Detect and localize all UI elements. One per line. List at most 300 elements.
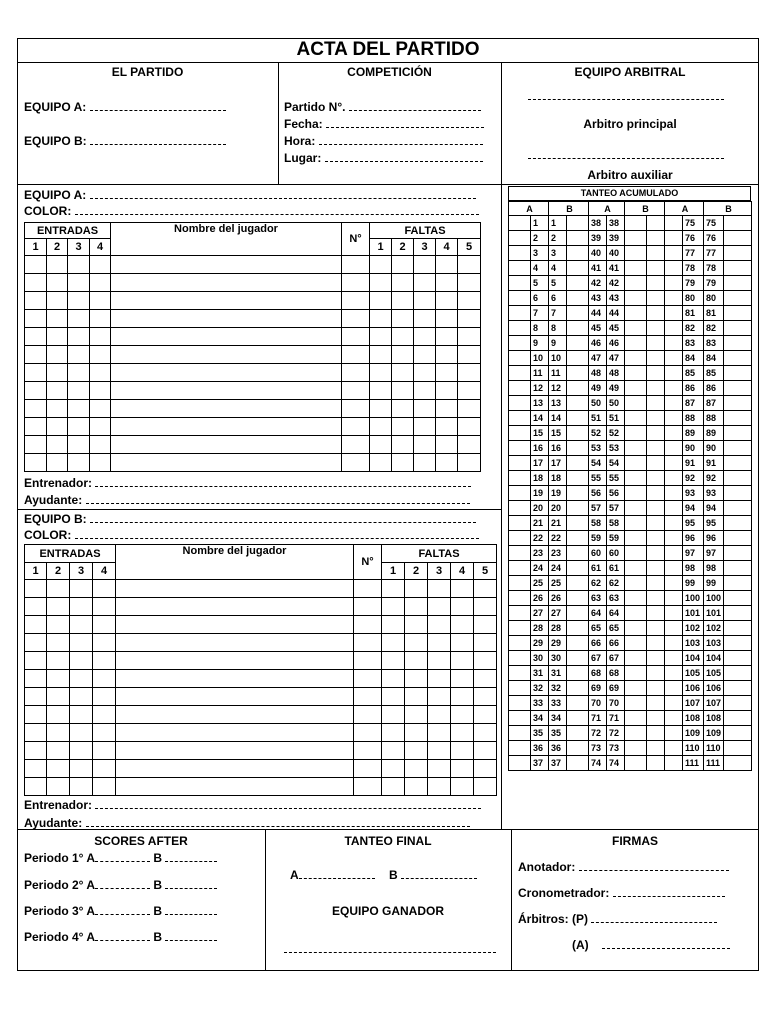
- player-cell[interactable]: [47, 634, 70, 652]
- tanteo-number[interactable]: 4: [549, 261, 567, 276]
- tanteo-number[interactable]: 17: [531, 456, 549, 471]
- tanteo-mark-cell[interactable]: [509, 216, 531, 231]
- player-cell[interactable]: [428, 652, 451, 670]
- player-cell[interactable]: [342, 346, 370, 364]
- player-cell[interactable]: [428, 778, 451, 796]
- player-cell[interactable]: [405, 652, 428, 670]
- player-cell[interactable]: [116, 688, 354, 706]
- tanteo-mark-cell[interactable]: [665, 621, 683, 636]
- tanteo-mark-cell[interactable]: [665, 666, 683, 681]
- player-cell[interactable]: [370, 364, 392, 382]
- tanteo-mark-cell[interactable]: [625, 381, 647, 396]
- auxiliar-signature-line[interactable]: [528, 158, 724, 159]
- tanteo-number[interactable]: 32: [531, 681, 549, 696]
- player-cell[interactable]: [414, 382, 436, 400]
- tanteo-number[interactable]: 94: [704, 501, 724, 516]
- player-cell[interactable]: [47, 598, 70, 616]
- player-cell[interactable]: [116, 670, 354, 688]
- tanteo-mark-cell[interactable]: [625, 606, 647, 621]
- tanteo-number[interactable]: 106: [683, 681, 704, 696]
- tanteo-number[interactable]: 36: [549, 741, 567, 756]
- player-cell[interactable]: [370, 292, 392, 310]
- tanteo-mark-cell[interactable]: [509, 321, 531, 336]
- player-cell[interactable]: [342, 274, 370, 292]
- player-cell[interactable]: [392, 418, 414, 436]
- tanteo-number[interactable]: 7: [531, 306, 549, 321]
- player-cell[interactable]: [70, 760, 93, 778]
- player-cell[interactable]: [458, 400, 481, 418]
- tanteo-number[interactable]: 82: [704, 321, 724, 336]
- tanteo-number[interactable]: 68: [607, 666, 625, 681]
- tanteo-mark-cell[interactable]: [665, 576, 683, 591]
- player-cell[interactable]: [436, 256, 458, 274]
- tanteo-mark-cell[interactable]: [665, 456, 683, 471]
- player-row[interactable]: [25, 652, 497, 670]
- team-b-ayudante[interactable]: Ayudante:: [24, 816, 470, 830]
- tanteo-mark-cell[interactable]: [509, 726, 531, 741]
- tanteo-mark-cell[interactable]: [567, 216, 589, 231]
- player-cell[interactable]: [414, 292, 436, 310]
- player-cell[interactable]: [70, 670, 93, 688]
- player-cell[interactable]: [458, 256, 481, 274]
- tanteo-mark-cell[interactable]: [724, 231, 752, 246]
- player-cell[interactable]: [354, 652, 382, 670]
- tanteo-number[interactable]: 97: [704, 546, 724, 561]
- tanteo-mark-cell[interactable]: [665, 231, 683, 246]
- player-cell[interactable]: [47, 670, 70, 688]
- ganador-line[interactable]: [284, 952, 496, 953]
- tanteo-number[interactable]: 32: [549, 681, 567, 696]
- tanteo-number[interactable]: 12: [549, 381, 567, 396]
- tanteo-mark-cell[interactable]: [724, 651, 752, 666]
- player-cell[interactable]: [354, 634, 382, 652]
- player-cell[interactable]: [68, 418, 90, 436]
- tanteo-number[interactable]: 85: [683, 366, 704, 381]
- player-cell[interactable]: [458, 292, 481, 310]
- player-cell[interactable]: [25, 256, 47, 274]
- player-cell[interactable]: [93, 706, 116, 724]
- player-cell[interactable]: [458, 454, 481, 472]
- player-cell[interactable]: [342, 364, 370, 382]
- player-row[interactable]: [25, 760, 497, 778]
- tanteo-mark-cell[interactable]: [724, 321, 752, 336]
- tanteo-mark-cell[interactable]: [567, 426, 589, 441]
- lugar-field[interactable]: Lugar:: [284, 151, 483, 165]
- arbitro-a-field[interactable]: (A): [572, 938, 730, 952]
- tanteo-mark-cell[interactable]: [724, 636, 752, 651]
- player-cell[interactable]: [354, 724, 382, 742]
- tanteo-number[interactable]: 5: [549, 276, 567, 291]
- tanteo-number[interactable]: 40: [607, 246, 625, 261]
- player-cell[interactable]: [382, 634, 405, 652]
- tanteo-number[interactable]: 11: [549, 366, 567, 381]
- player-cell[interactable]: [414, 418, 436, 436]
- tanteo-mark-cell[interactable]: [509, 711, 531, 726]
- tanteo-number[interactable]: 2: [531, 231, 549, 246]
- tanteo-number[interactable]: 103: [683, 636, 704, 651]
- tanteo-number[interactable]: 38: [589, 216, 607, 231]
- tanteo-mark-cell[interactable]: [724, 726, 752, 741]
- player-row[interactable]: [25, 670, 497, 688]
- team-a-entrenador[interactable]: Entrenador:: [24, 476, 471, 490]
- team-b-color[interactable]: COLOR:: [24, 528, 479, 542]
- tanteo-number[interactable]: 35: [531, 726, 549, 741]
- tanteo-number[interactable]: 55: [589, 471, 607, 486]
- player-cell[interactable]: [414, 274, 436, 292]
- tanteo-number[interactable]: 7: [549, 306, 567, 321]
- tanteo-number[interactable]: 96: [683, 531, 704, 546]
- player-cell[interactable]: [436, 346, 458, 364]
- player-cell[interactable]: [25, 760, 47, 778]
- tanteo-mark-cell[interactable]: [625, 486, 647, 501]
- tanteo-number[interactable]: 73: [589, 741, 607, 756]
- tanteo-number[interactable]: 70: [607, 696, 625, 711]
- player-cell[interactable]: [93, 724, 116, 742]
- player-cell[interactable]: [354, 706, 382, 724]
- player-cell[interactable]: [47, 706, 70, 724]
- player-cell[interactable]: [25, 670, 47, 688]
- tanteo-mark-cell[interactable]: [724, 591, 752, 606]
- tanteo-mark-cell[interactable]: [665, 426, 683, 441]
- tanteo-mark-cell[interactable]: [509, 681, 531, 696]
- player-cell[interactable]: [370, 346, 392, 364]
- tanteo-number[interactable]: 44: [607, 306, 625, 321]
- tanteo-mark-cell[interactable]: [567, 546, 589, 561]
- player-cell[interactable]: [474, 670, 497, 688]
- tanteo-mark-cell[interactable]: [724, 486, 752, 501]
- tanteo-number[interactable]: 109: [704, 726, 724, 741]
- player-cell[interactable]: [414, 328, 436, 346]
- tanteo-mark-cell[interactable]: [625, 441, 647, 456]
- tanteo-mark-cell[interactable]: [625, 231, 647, 246]
- player-cell[interactable]: [25, 346, 47, 364]
- player-cell[interactable]: [451, 724, 474, 742]
- player-cell[interactable]: [428, 688, 451, 706]
- player-cell[interactable]: [111, 274, 342, 292]
- player-cell[interactable]: [474, 652, 497, 670]
- player-row[interactable]: [25, 634, 497, 652]
- team-a-equipo[interactable]: EQUIPO A:: [24, 188, 476, 202]
- tanteo-mark-cell[interactable]: [724, 666, 752, 681]
- player-cell[interactable]: [451, 580, 474, 598]
- tanteo-number[interactable]: 95: [704, 516, 724, 531]
- tanteo-number[interactable]: 36: [531, 741, 549, 756]
- tanteo-number[interactable]: 18: [531, 471, 549, 486]
- player-cell[interactable]: [25, 328, 47, 346]
- tanteo-mark-cell[interactable]: [567, 321, 589, 336]
- tanteo-mark-cell[interactable]: [665, 516, 683, 531]
- tanteo-mark-cell[interactable]: [509, 576, 531, 591]
- tanteo-number[interactable]: 93: [683, 486, 704, 501]
- player-cell[interactable]: [451, 616, 474, 634]
- player-cell[interactable]: [68, 256, 90, 274]
- tanteo-mark-cell[interactable]: [567, 441, 589, 456]
- player-cell[interactable]: [47, 778, 70, 796]
- tanteo-number[interactable]: 102: [683, 621, 704, 636]
- tanteo-number[interactable]: 28: [549, 621, 567, 636]
- tanteo-mark-cell[interactable]: [567, 231, 589, 246]
- tanteo-mark-cell[interactable]: [647, 366, 665, 381]
- player-cell[interactable]: [370, 436, 392, 454]
- player-cell[interactable]: [25, 418, 47, 436]
- tanteo-mark-cell[interactable]: [509, 756, 531, 771]
- player-cell[interactable]: [25, 598, 47, 616]
- player-cell[interactable]: [474, 580, 497, 598]
- player-cell[interactable]: [405, 760, 428, 778]
- tanteo-mark-cell[interactable]: [665, 291, 683, 306]
- player-cell[interactable]: [451, 598, 474, 616]
- tanteo-number[interactable]: 100: [704, 591, 724, 606]
- tanteo-mark-cell[interactable]: [665, 546, 683, 561]
- tanteo-mark-cell[interactable]: [665, 306, 683, 321]
- tanteo-mark-cell[interactable]: [625, 261, 647, 276]
- player-cell[interactable]: [428, 706, 451, 724]
- tanteo-mark-cell[interactable]: [647, 591, 665, 606]
- tanteo-mark-cell[interactable]: [567, 276, 589, 291]
- player-cell[interactable]: [414, 436, 436, 454]
- player-cell[interactable]: [382, 778, 405, 796]
- tanteo-number[interactable]: 3: [531, 246, 549, 261]
- tanteo-number[interactable]: 16: [549, 441, 567, 456]
- tanteo-number[interactable]: 54: [607, 456, 625, 471]
- tanteo-number[interactable]: 98: [683, 561, 704, 576]
- player-cell[interactable]: [111, 256, 342, 274]
- tanteo-number[interactable]: 28: [531, 621, 549, 636]
- player-cell[interactable]: [458, 364, 481, 382]
- tanteo-number[interactable]: 38: [607, 216, 625, 231]
- tanteo-mark-cell[interactable]: [567, 396, 589, 411]
- tanteo-number[interactable]: 17: [549, 456, 567, 471]
- player-cell[interactable]: [382, 724, 405, 742]
- tanteo-number[interactable]: 16: [531, 441, 549, 456]
- tanteo-number[interactable]: 76: [704, 231, 724, 246]
- tanteo-mark-cell[interactable]: [665, 351, 683, 366]
- tanteo-number[interactable]: 49: [607, 381, 625, 396]
- tanteo-number[interactable]: 101: [704, 606, 724, 621]
- tanteo-mark-cell[interactable]: [665, 396, 683, 411]
- tanteo-number[interactable]: 95: [683, 516, 704, 531]
- tanteo-mark-cell[interactable]: [625, 741, 647, 756]
- tanteo-mark-cell[interactable]: [665, 681, 683, 696]
- player-cell[interactable]: [47, 328, 68, 346]
- player-cell[interactable]: [436, 274, 458, 292]
- tanteo-number[interactable]: 29: [549, 636, 567, 651]
- tanteo-number[interactable]: 13: [531, 396, 549, 411]
- tanteo-number[interactable]: 89: [683, 426, 704, 441]
- tanteo-mark-cell[interactable]: [665, 261, 683, 276]
- tanteo-number[interactable]: 21: [549, 516, 567, 531]
- tanteo-number[interactable]: 6: [531, 291, 549, 306]
- player-cell[interactable]: [392, 256, 414, 274]
- player-cell[interactable]: [90, 310, 111, 328]
- tanteo-mark-cell[interactable]: [567, 411, 589, 426]
- player-cell[interactable]: [451, 688, 474, 706]
- tanteo-mark-cell[interactable]: [665, 741, 683, 756]
- player-cell[interactable]: [25, 634, 47, 652]
- tanteo-mark-cell[interactable]: [724, 456, 752, 471]
- player-cell[interactable]: [47, 400, 68, 418]
- periodo-1[interactable]: Periodo 1° A B: [24, 851, 217, 865]
- tanteo-mark-cell[interactable]: [567, 306, 589, 321]
- tanteo-number[interactable]: 29: [531, 636, 549, 651]
- tanteo-mark-cell[interactable]: [509, 306, 531, 321]
- team-b-equipo[interactable]: EQUIPO B:: [24, 512, 476, 526]
- player-row[interactable]: [25, 598, 497, 616]
- player-cell[interactable]: [90, 400, 111, 418]
- player-cell[interactable]: [458, 382, 481, 400]
- player-row[interactable]: [25, 346, 481, 364]
- tanteo-number[interactable]: 81: [683, 306, 704, 321]
- player-cell[interactable]: [342, 454, 370, 472]
- player-cell[interactable]: [70, 598, 93, 616]
- player-cell[interactable]: [451, 652, 474, 670]
- tanteo-mark-cell[interactable]: [665, 501, 683, 516]
- final-score-a[interactable]: A: [290, 868, 375, 882]
- tanteo-number[interactable]: 77: [704, 246, 724, 261]
- player-cell[interactable]: [382, 760, 405, 778]
- tanteo-number[interactable]: 58: [589, 516, 607, 531]
- tanteo-mark-cell[interactable]: [647, 501, 665, 516]
- tanteo-number[interactable]: 73: [607, 741, 625, 756]
- tanteo-number[interactable]: 62: [607, 576, 625, 591]
- player-cell[interactable]: [70, 724, 93, 742]
- player-cell[interactable]: [25, 364, 47, 382]
- player-row[interactable]: [25, 418, 481, 436]
- tanteo-mark-cell[interactable]: [647, 321, 665, 336]
- player-cell[interactable]: [47, 310, 68, 328]
- tanteo-number[interactable]: 105: [704, 666, 724, 681]
- player-cell[interactable]: [392, 274, 414, 292]
- player-row[interactable]: [25, 400, 481, 418]
- tanteo-mark-cell[interactable]: [625, 681, 647, 696]
- player-cell[interactable]: [47, 760, 70, 778]
- tanteo-mark-cell[interactable]: [625, 501, 647, 516]
- player-cell[interactable]: [47, 436, 68, 454]
- player-cell[interactable]: [116, 634, 354, 652]
- tanteo-number[interactable]: 52: [589, 426, 607, 441]
- player-cell[interactable]: [382, 706, 405, 724]
- tanteo-mark-cell[interactable]: [665, 246, 683, 261]
- player-cell[interactable]: [70, 742, 93, 760]
- tanteo-number[interactable]: 42: [607, 276, 625, 291]
- player-cell[interactable]: [451, 670, 474, 688]
- player-cell[interactable]: [428, 760, 451, 778]
- player-cell[interactable]: [25, 292, 47, 310]
- tanteo-number[interactable]: 45: [589, 321, 607, 336]
- tanteo-mark-cell[interactable]: [567, 726, 589, 741]
- tanteo-mark-cell[interactable]: [567, 336, 589, 351]
- tanteo-number[interactable]: 14: [549, 411, 567, 426]
- player-cell[interactable]: [25, 400, 47, 418]
- player-cell[interactable]: [370, 256, 392, 274]
- tanteo-mark-cell[interactable]: [509, 501, 531, 516]
- player-cell[interactable]: [392, 310, 414, 328]
- tanteo-number[interactable]: 62: [589, 576, 607, 591]
- player-cell[interactable]: [25, 580, 47, 598]
- player-cell[interactable]: [47, 382, 68, 400]
- tanteo-number[interactable]: 43: [607, 291, 625, 306]
- tanteo-mark-cell[interactable]: [647, 561, 665, 576]
- tanteo-number[interactable]: 103: [704, 636, 724, 651]
- tanteo-mark-cell[interactable]: [625, 306, 647, 321]
- tanteo-number[interactable]: 68: [589, 666, 607, 681]
- player-cell[interactable]: [93, 670, 116, 688]
- tanteo-mark-cell[interactable]: [567, 591, 589, 606]
- tanteo-mark-cell[interactable]: [724, 561, 752, 576]
- tanteo-mark-cell[interactable]: [665, 276, 683, 291]
- tanteo-mark-cell[interactable]: [665, 756, 683, 771]
- player-cell[interactable]: [90, 436, 111, 454]
- tanteo-number[interactable]: 56: [589, 486, 607, 501]
- tanteo-mark-cell[interactable]: [567, 636, 589, 651]
- player-cell[interactable]: [25, 724, 47, 742]
- tanteo-mark-cell[interactable]: [724, 261, 752, 276]
- player-cell[interactable]: [458, 328, 481, 346]
- player-cell[interactable]: [405, 580, 428, 598]
- tanteo-number[interactable]: 53: [607, 441, 625, 456]
- player-cell[interactable]: [354, 760, 382, 778]
- tanteo-number[interactable]: 20: [531, 501, 549, 516]
- player-cell[interactable]: [474, 724, 497, 742]
- player-cell[interactable]: [68, 400, 90, 418]
- tanteo-number[interactable]: 39: [589, 231, 607, 246]
- tanteo-mark-cell[interactable]: [724, 381, 752, 396]
- tanteo-number[interactable]: 20: [549, 501, 567, 516]
- tanteo-mark-cell[interactable]: [625, 291, 647, 306]
- tanteo-mark-cell[interactable]: [625, 396, 647, 411]
- tanteo-mark-cell[interactable]: [665, 366, 683, 381]
- tanteo-number[interactable]: 90: [704, 441, 724, 456]
- tanteo-mark-cell[interactable]: [724, 411, 752, 426]
- player-cell[interactable]: [370, 400, 392, 418]
- tanteo-number[interactable]: 86: [704, 381, 724, 396]
- tanteo-mark-cell[interactable]: [724, 396, 752, 411]
- player-cell[interactable]: [47, 616, 70, 634]
- player-cell[interactable]: [116, 778, 354, 796]
- player-cell[interactable]: [342, 328, 370, 346]
- tanteo-mark-cell[interactable]: [567, 531, 589, 546]
- player-cell[interactable]: [428, 724, 451, 742]
- tanteo-mark-cell[interactable]: [665, 216, 683, 231]
- tanteo-mark-cell[interactable]: [567, 606, 589, 621]
- tanteo-number[interactable]: 57: [589, 501, 607, 516]
- tanteo-number[interactable]: 47: [589, 351, 607, 366]
- tanteo-mark-cell[interactable]: [567, 741, 589, 756]
- tanteo-mark-cell[interactable]: [724, 246, 752, 261]
- tanteo-mark-cell[interactable]: [567, 576, 589, 591]
- player-cell[interactable]: [111, 364, 342, 382]
- tanteo-number[interactable]: 104: [704, 651, 724, 666]
- tanteo-mark-cell[interactable]: [625, 711, 647, 726]
- player-cell[interactable]: [25, 652, 47, 670]
- tanteo-number[interactable]: 87: [704, 396, 724, 411]
- tanteo-number[interactable]: 67: [589, 651, 607, 666]
- tanteo-mark-cell[interactable]: [509, 291, 531, 306]
- tanteo-mark-cell[interactable]: [665, 381, 683, 396]
- tanteo-mark-cell[interactable]: [724, 291, 752, 306]
- tanteo-mark-cell[interactable]: [647, 396, 665, 411]
- tanteo-mark-cell[interactable]: [509, 246, 531, 261]
- player-cell[interactable]: [474, 616, 497, 634]
- tanteo-number[interactable]: 94: [683, 501, 704, 516]
- tanteo-number[interactable]: 50: [589, 396, 607, 411]
- tanteo-number[interactable]: 27: [531, 606, 549, 621]
- tanteo-number[interactable]: 37: [531, 756, 549, 771]
- player-cell[interactable]: [370, 454, 392, 472]
- player-cell[interactable]: [25, 778, 47, 796]
- player-cell[interactable]: [25, 616, 47, 634]
- tanteo-mark-cell[interactable]: [647, 531, 665, 546]
